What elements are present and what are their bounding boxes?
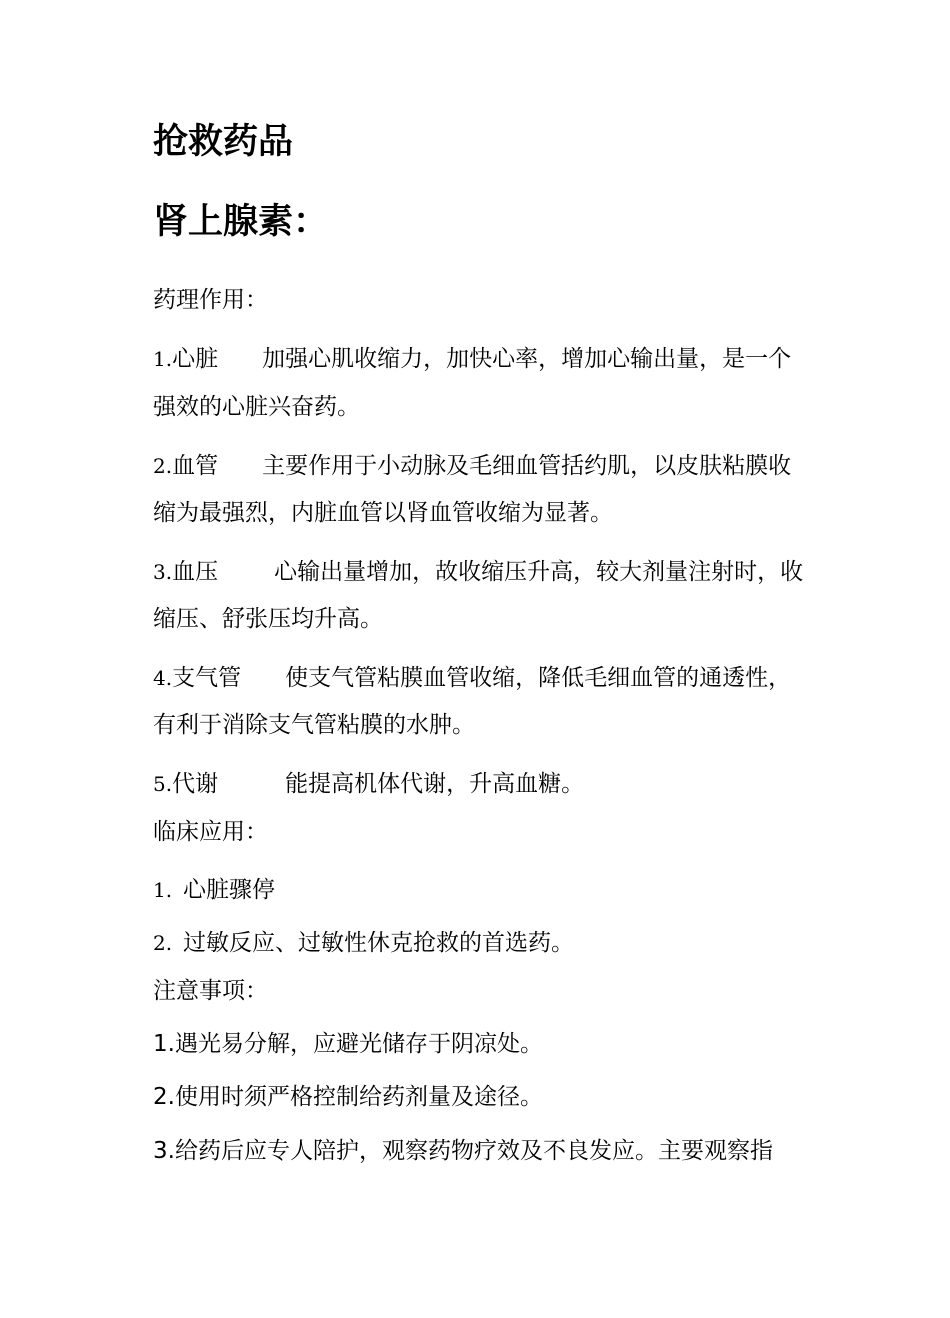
item-text: 过敏反应、过敏性休克抢救的首选药。: [183, 930, 574, 956]
item-label: 血管: [172, 453, 219, 479]
item-number: 5.: [153, 772, 173, 796]
pharmacology-item-4: [153, 663, 791, 693]
pharmacology-item-1-cont: 强效的心脏兴奋药。: [153, 394, 360, 420]
item-label: 代谢: [172, 771, 219, 797]
item-text: 能提高机体代谢，升高血糖。: [285, 771, 585, 797]
item-number: 3.: [153, 560, 173, 584]
item-text: 心脏骤停: [183, 877, 275, 903]
clinical-item-1: [153, 875, 275, 905]
item-text: 心输出量增加，故收缩压升高，较大剂量注射时，收: [274, 559, 804, 585]
pharmacology-item-5: [153, 769, 584, 799]
notes-heading: 注意事项：: [153, 978, 268, 1004]
document-title: 抢救药品: [153, 122, 294, 162]
pharmacology-item-4-cont: 有利于消除支气管粘膜的水肿。: [153, 712, 475, 738]
item-text: 使支气管粘膜血管收缩，降低毛细血管的通透性，: [285, 665, 792, 691]
pharmacology-item-2: [153, 451, 791, 481]
item-number: 4.: [153, 666, 173, 690]
pharmacology-item-3: [153, 557, 803, 587]
clinical-heading: 临床应用：: [153, 819, 268, 845]
pharmacology-heading: 药理作用：: [153, 287, 268, 313]
note-item-1: 1.遇光易分解，应避光储存于阴凉处。: [153, 1031, 543, 1057]
item-text: 主要作用于小动脉及毛细血管括约肌，以皮肤粘膜收: [262, 453, 792, 479]
drug-name-heading: 肾上腺素：: [153, 202, 329, 242]
clinical-item-2: [153, 928, 574, 958]
item-number: 1.: [153, 878, 173, 902]
pharmacology-item-2-cont: 缩为最强烈，内脏血管以肾血管收缩为显著。: [153, 500, 613, 526]
item-label: 心脏: [172, 346, 219, 372]
note-item-3: 3.给药后应专人陪护，观察药物疗效及不良发应。主要观察指: [153, 1138, 773, 1164]
pharmacology-item-3-cont: 缩压、舒张压均升高。: [153, 606, 383, 632]
item-label: 支气管: [172, 665, 242, 691]
item-number: 2.: [153, 454, 173, 478]
item-number: 1.: [153, 347, 173, 371]
item-text: 加强心肌收缩力，加快心率，增加心输出量，是一个: [262, 346, 792, 372]
item-number: 2.: [153, 931, 173, 955]
item-label: 血压: [172, 559, 219, 585]
note-item-2: 2.使用时须严格控制给药剂量及途径。: [153, 1084, 543, 1110]
pharmacology-item-1: [153, 344, 791, 374]
